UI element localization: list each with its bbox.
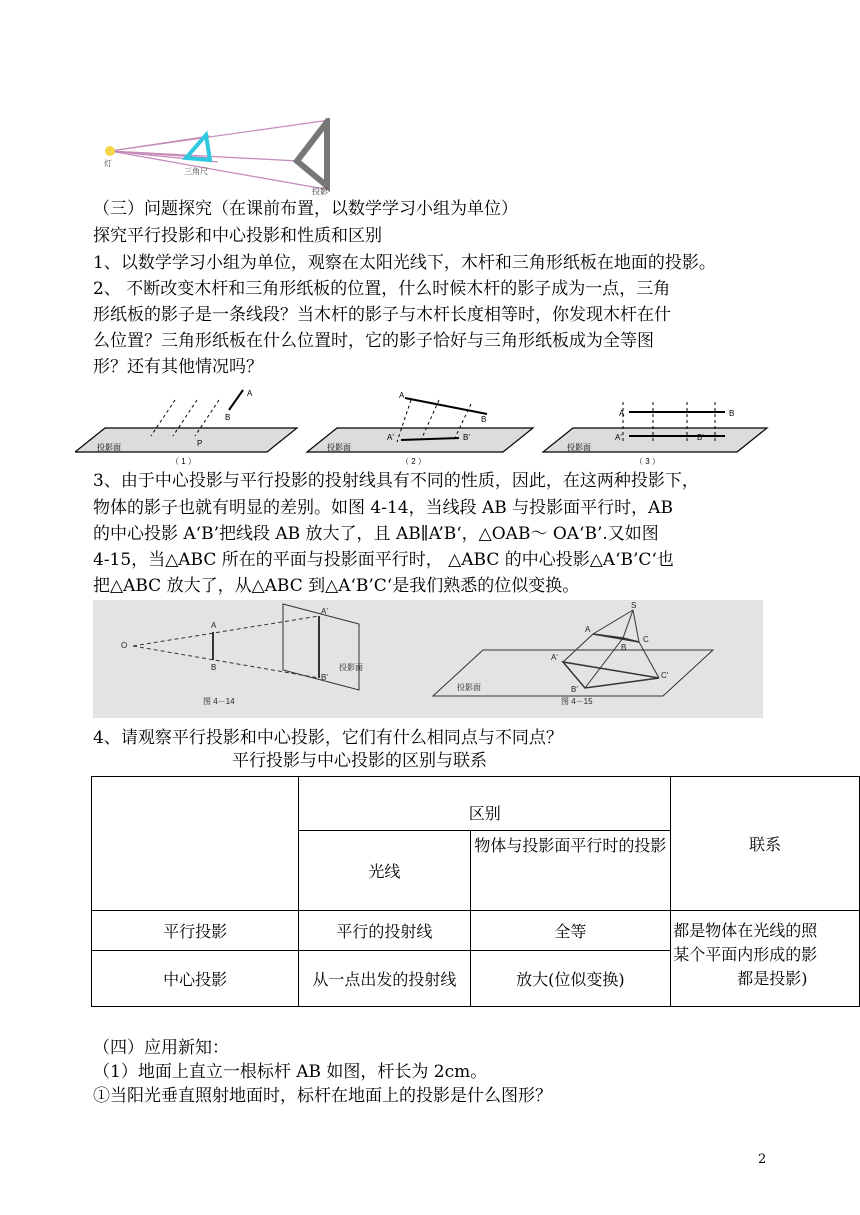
relation-line: 都是投影) xyxy=(737,969,808,988)
lamp-label: 灯 xyxy=(104,159,112,168)
table-corner-cell xyxy=(92,777,299,911)
relation-line: 某个平面内形成的影 xyxy=(673,945,818,964)
section3-heading: （三）问题探究（在课前布置，以数学学习小组为单位） xyxy=(93,199,518,219)
fig2-point-a: A xyxy=(399,391,405,400)
item1-text: 1、以数学学习小组为单位，观察在太阳光线下，木杆和三角形纸板在地面的投影。 xyxy=(93,253,716,273)
row-projection-cell: 全等 xyxy=(470,911,671,951)
item4-text: 4、请观察平行投影和中心投影，它们有什么相同点与不同点？ xyxy=(93,728,563,748)
fig415-plane-label: 投影面 xyxy=(457,683,481,692)
row-name-cell: 中心投影 xyxy=(92,951,299,1007)
fig415-point-s: S xyxy=(631,601,637,610)
row-projection-cell: 放大(位似变换) xyxy=(470,951,671,1007)
item3-line: 把△ABC 放大了，从△ABC 到△A‘B’C‘是我们熟悉的位似变换。 xyxy=(93,576,580,596)
plane-label: 投影面 xyxy=(327,443,351,452)
fig2-point-b-prime: B' xyxy=(463,433,470,442)
fig414-point-a-prime: A' xyxy=(321,607,328,616)
fig414-point-a: A xyxy=(211,621,217,630)
section4-heading: （四）应用新知： xyxy=(93,1038,229,1058)
fig415-point-c-prime: C' xyxy=(661,671,669,680)
plane-label: 投影面 xyxy=(567,443,591,452)
lamp-triangle-figure xyxy=(98,118,338,198)
item3-line: 的中心投影 A‘B’把线段 AB 放大了，且 AB∥A’B‘，△OAB～ OA‘B’.又如图 xyxy=(93,524,659,544)
fig414-point-b-prime: B' xyxy=(321,673,328,682)
fig414-point-o: O xyxy=(121,641,128,650)
item2-line: 2、 不断改变木杆和三角形纸板的位置，什么时候木杆的影子成为一点，三角 xyxy=(93,279,671,299)
section3-subheading: 探究平行投影和中心投影和性质和区别 xyxy=(93,226,382,246)
question1-text: （1）地面上直立一根标杆 AB 如图，杆长为 2cm。 xyxy=(93,1062,488,1082)
page-number: 2 xyxy=(758,1152,767,1167)
item2-line: 形纸板的影子是一条线段？当木杆的影子与木杆长度相等时，你发现木杆在什 xyxy=(93,305,671,325)
fig3-point-a-prime: A' xyxy=(615,433,622,442)
fig415-point-a-prime: A' xyxy=(551,653,558,662)
header-group-cell: 区别 xyxy=(299,777,671,831)
fig1-point-p: P xyxy=(197,439,203,448)
lamp-icon xyxy=(105,146,115,156)
parallel-projection-figures xyxy=(75,388,775,468)
header-projection-cell: 物体与投影面平行时的投影 xyxy=(470,831,671,911)
item3-line: 3、由于中心投影与平行投影的投射线具有不同的性质，因此，在这两种投影下， xyxy=(93,471,699,491)
question1a-text: ①当阳光垂直照射地面时，标杆在地面上的投影是什么图形？ xyxy=(93,1086,552,1106)
fig415-point-c: C xyxy=(643,635,649,644)
fig3-point-a: A xyxy=(619,409,625,418)
fig414-plane-label: 投影面 xyxy=(339,663,363,672)
shadow-label: 投影 xyxy=(312,187,328,196)
fig415-caption: 图 4－15 xyxy=(561,697,593,706)
fig-caption: （ 2 ） xyxy=(401,457,426,466)
item3-line: 物体的影子也就有明显的差别。如图 4-14，当线段 AB 与投影面平行时，AB xyxy=(93,498,673,518)
triangle-label: 三角尺 xyxy=(184,167,208,176)
comparison-table xyxy=(91,776,860,1007)
item2-line: 么位置？三角形纸板在什么位置时，它的影子恰好与三角形纸板成为全等图 xyxy=(93,331,654,351)
fig1-point-a: A xyxy=(247,389,253,398)
item3-line: 4-15，当△ABC 所在的平面与投影面平行时， △ABC 的中心投影△A‘B’C‘也 xyxy=(93,550,674,570)
fig415-point-b: B xyxy=(621,643,627,652)
table-title: 平行投影与中心投影的区别与联系 xyxy=(232,751,487,771)
fig414-caption: 图 4－14 xyxy=(203,697,235,706)
fig415-point-b-prime: B' xyxy=(571,685,578,694)
fig414-point-b: B xyxy=(211,663,217,672)
fig2-point-b: B xyxy=(481,415,487,424)
row-light-cell: 平行的投射线 xyxy=(299,911,470,951)
fig1-point-b: B xyxy=(225,413,231,422)
fig415-point-a: A xyxy=(585,625,591,634)
central-projection-figures xyxy=(93,600,763,718)
header-light-cell: 光线 xyxy=(299,831,470,911)
relation-line: 都是物体在光线的照 xyxy=(673,921,818,940)
fig3-point-b-prime: B' xyxy=(697,433,704,442)
relation-cell xyxy=(671,911,860,1007)
fig2-point-a-prime: A' xyxy=(387,433,394,442)
fig3-point-b: B xyxy=(729,409,735,418)
row-light-cell: 从一点出发的投射线 xyxy=(299,951,470,1007)
plane-label: 投影面 xyxy=(97,443,121,452)
row-name-cell: 平行投影 xyxy=(92,911,299,951)
header-relation-cell: 联系 xyxy=(671,777,860,911)
item2-line: 形？还有其他情况吗？ xyxy=(93,357,263,377)
fig-caption: （ 3 ） xyxy=(635,457,660,466)
fig-caption: （ 1 ） xyxy=(171,457,196,466)
